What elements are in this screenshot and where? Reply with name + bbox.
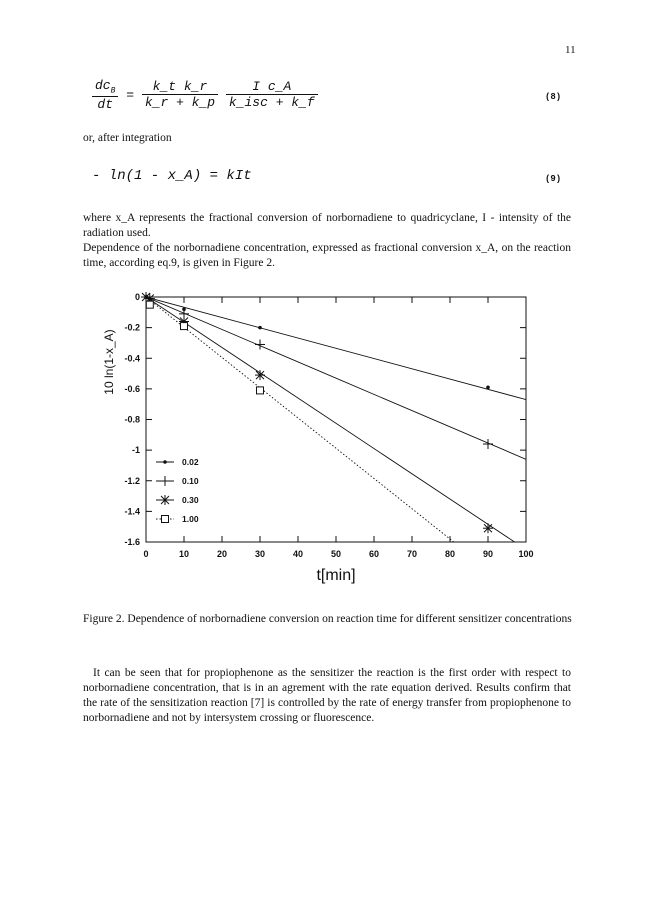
plot-frame <box>146 297 526 542</box>
legend-label: 0.10 <box>182 476 199 486</box>
x-tick-label: 90 <box>482 549 494 559</box>
equation-8-number: (8) <box>545 92 562 102</box>
x-tick-label: 40 <box>292 549 304 559</box>
equation-9-number: (9) <box>545 174 562 184</box>
figure-2-chart <box>100 285 560 585</box>
data-point-1.00 <box>146 301 153 308</box>
data-point-0.10 <box>483 439 493 449</box>
y-tick-label: 0 <box>134 292 140 302</box>
x-tick-label: 100 <box>518 549 534 559</box>
y-tick-label: -0.6 <box>124 383 140 394</box>
x-tick-label: 20 <box>216 549 228 559</box>
data-point-0.02 <box>486 386 490 390</box>
y-axis-label: 10 ln(1-x_A) <box>102 329 116 395</box>
page-number: 11 <box>565 44 576 56</box>
legend-marker <box>163 460 167 464</box>
x-tick-label: 50 <box>330 549 342 559</box>
legend-label: 0.30 <box>182 495 199 505</box>
legend-label: 1.00 <box>182 514 199 524</box>
x-tick-label: 70 <box>406 549 418 559</box>
x-tick-label: 10 <box>178 549 190 559</box>
legend-marker <box>162 516 169 523</box>
data-point-1.00 <box>181 323 188 330</box>
y-tick-label: -0.8 <box>124 414 140 425</box>
figure-caption: Figure 2. Dependence of norbornadiene conversion on reaction time for different sensitizer concentrations <box>83 613 572 625</box>
paragraph-2: Dependence of the norbornadiene concentration, expressed as fractional conversion x_A, on the reaction time, according eq.9, is given in Figure 2. <box>83 242 571 269</box>
data-point-0.30 <box>255 370 265 380</box>
series-line-1.00 <box>146 297 454 542</box>
y-tick-label: -1.4 <box>124 506 140 517</box>
y-tick-label: -0.2 <box>124 322 140 333</box>
data-point-0.02 <box>258 326 262 330</box>
data-point-0.10 <box>255 339 265 349</box>
x-axis-label: t[min] <box>316 567 356 584</box>
eq8-fraction-2: $\frac{\text{I c\_A}}{\text{k\_isc + k\_f}}$ <box>226 79 318 110</box>
equation-8: $\frac{dc_B}{dt}$ = $\frac{\text{k\_t k\_r}}{k\_r + k\_p}$ $\frac{\text{I c\_A}}{\text{k\_isc + k\_f}}$ <box>92 78 318 112</box>
y-tick-label: -1.2 <box>124 475 140 486</box>
series-line-0.02 <box>146 297 526 400</box>
x-tick-label: 60 <box>368 549 380 559</box>
series-line-0.10 <box>146 297 526 459</box>
series-line-0.30 <box>146 297 515 542</box>
eq8-lhs: $\frac{dc_B}{dt}$ <box>92 78 118 112</box>
paragraph-3: It can be seen that for propiophenone as the sensitizer the reaction is the first order with respect to norbornadiene concentration, that is in an agrement with the rate equation derived. Results confirm that the rate of the sensitization reaction [7] is controlled by the rate of energy transfer from propiophenone to norbornadiene and not by intersystem crossing or fluorescence. <box>83 667 571 724</box>
data-point-1.00 <box>257 387 264 394</box>
equation-9: - ln(1 - x_A) = kIt <box>92 168 252 184</box>
paragraph-1: where x_A represents the fractional conversion of norbornadiene to quadricyclane, I - intensity of the radiation used. <box>83 212 571 239</box>
y-tick-label: -0.4 <box>124 353 140 364</box>
y-tick-label: -1 <box>131 445 140 456</box>
legend-marker <box>160 476 170 486</box>
data-point-0.30 <box>483 523 493 533</box>
legend-marker <box>160 495 170 505</box>
x-tick-label: 0 <box>143 549 149 559</box>
x-tick-label: 30 <box>254 549 266 559</box>
text-after-integration: or, after integration <box>83 132 172 144</box>
y-tick-label: -1.6 <box>124 537 140 547</box>
legend-label: 0.02 <box>182 457 199 467</box>
x-tick-label: 80 <box>444 549 456 559</box>
eq8-fraction-1: $\frac{\text{k\_t k\_r}}{k\_r + k\_p}$ <box>142 79 218 110</box>
